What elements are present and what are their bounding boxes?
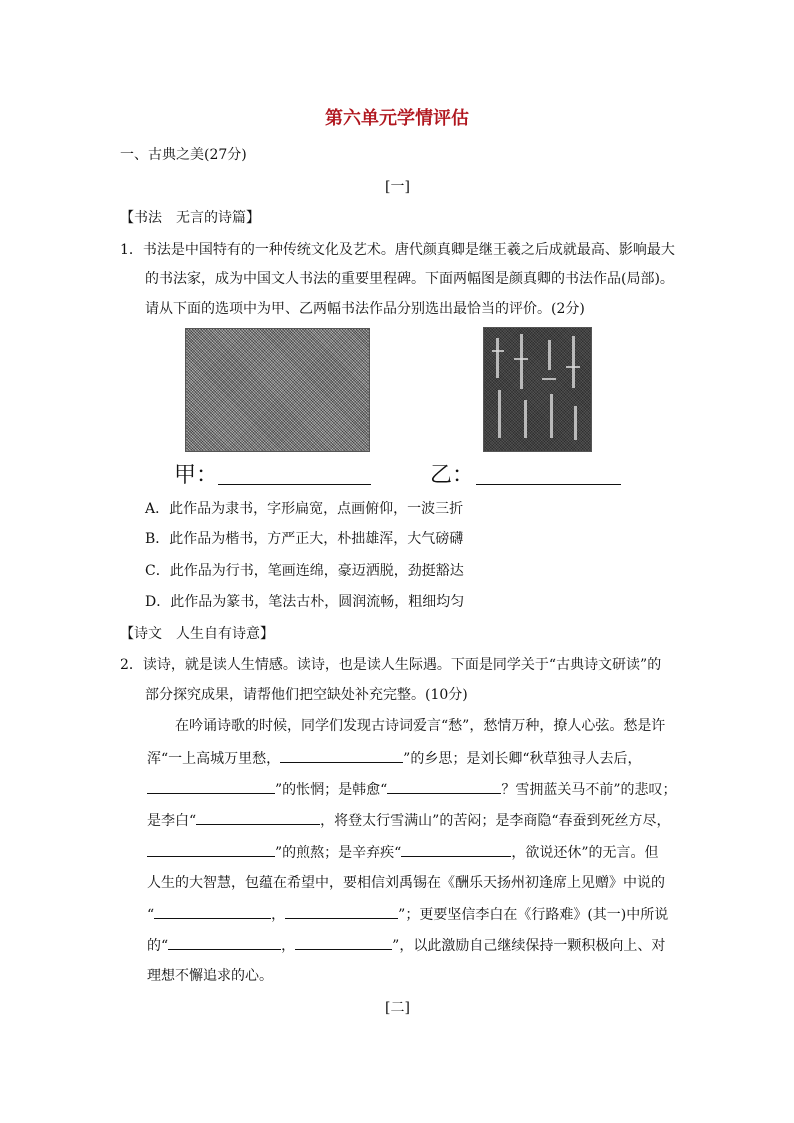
option-d: D．此作品为篆书，笔法古朴，圆润流畅，粗细均匀 [145,594,465,610]
option-c: C．此作品为行书，笔画连绵，豪迈洒脱，劲挺豁达 [145,563,464,579]
topic-calligraphy-heading: 【书法 无言的诗篇】 [120,210,260,226]
subsection-marker-one: [一] [385,179,410,195]
question-1-line-3: 请从下面的选项中为甲、乙两幅书法作品分别选出最恰当的评价。(2分) [145,301,585,317]
fill-blank-8[interactable] [285,904,398,919]
paragraph-line-1: 在吟诵诗歌的时候，同学们发现古诗词爱言“愁”，愁情万种，撩人心弦。愁是许 [175,718,666,734]
paragraph-line-5: ”的煎熬；是辛弃疾“ ，欲说还休”的无言。但 [147,842,659,863]
paragraph-line-3: ”的怅惘；是韩愈“ ？雪拥蓝关马不前”的悲叹； [147,779,677,800]
label-yi: 乙： [430,463,475,488]
fill-blank-6[interactable] [401,842,511,857]
paragraph-line-7: “ ， ”；更要坚信李白在《行路难》(其一)中所说 [147,904,668,925]
label-jia: 甲： [174,463,219,488]
subsection-marker-two: [二] [385,1000,410,1016]
question-2-line-2: 部分探究成果，请帮他们把空缺处补充完整。(10分) [145,687,468,703]
calligraphy-image-jia [185,328,370,452]
fill-blank-5[interactable] [147,842,275,857]
topic-poetry-heading: 【诗文 人生自有诗意】 [120,626,274,642]
paragraph-line-8: 的“ ， ”，以此激励自己继续保持一颗积极向上、对 [147,935,665,956]
fill-blank-3[interactable] [387,779,501,794]
section-heading-classical: 一、古典之美(27分) [120,147,247,163]
answer-blank-yi[interactable] [476,484,621,485]
fill-blank-1[interactable] [280,748,403,763]
option-b: B．此作品为楷书，方严正大，朴拙雄浑，大气磅礴 [145,531,464,547]
question-1-line-1: 1．书法是中国特有的一种传统文化及艺术。唐代颜真卿是继王羲之后成就最高、影响最大 [120,242,675,258]
fill-blank-10[interactable] [295,935,392,950]
fill-blank-2[interactable] [147,779,275,794]
question-1-line-2: 的书法家，成为中国文人书法的重要里程碑。下面两幅图是颜真卿的书法作品(局部)。 [145,271,674,287]
paragraph-line-2: 浑“一上高城万里愁， ”的乡思；是刘长卿“秋草独寻人去后， [147,748,642,769]
page-title: 第六单元学情评估 [325,108,469,129]
question-2-line-1: 2．读诗，就是读人生情感。读诗，也是读人生际遇。下面是同学关于“古典诗文研读”的 [120,657,662,673]
fill-blank-9[interactable] [168,935,281,950]
paragraph-line-6: 人生的大智慧，包蕴在希望中，要相信刘禹锡在《酬乐天扬州初逢席上见赠》中说的 [147,875,665,891]
calligraphy-image-yi [483,327,592,452]
fill-blank-4[interactable] [196,810,320,825]
paragraph-line-9: 理想不懈追求的心。 [147,968,273,984]
option-a: A．此作品为隶书，字形扁宽，点画俯仰，一波三折 [145,501,464,517]
answer-blank-jia[interactable] [218,484,371,485]
fill-blank-7[interactable] [154,904,271,919]
paragraph-line-4: 是李白“ ，将登太行雪满山”的苦闷；是李商隐“春蚕到死丝方尽， [147,810,671,831]
